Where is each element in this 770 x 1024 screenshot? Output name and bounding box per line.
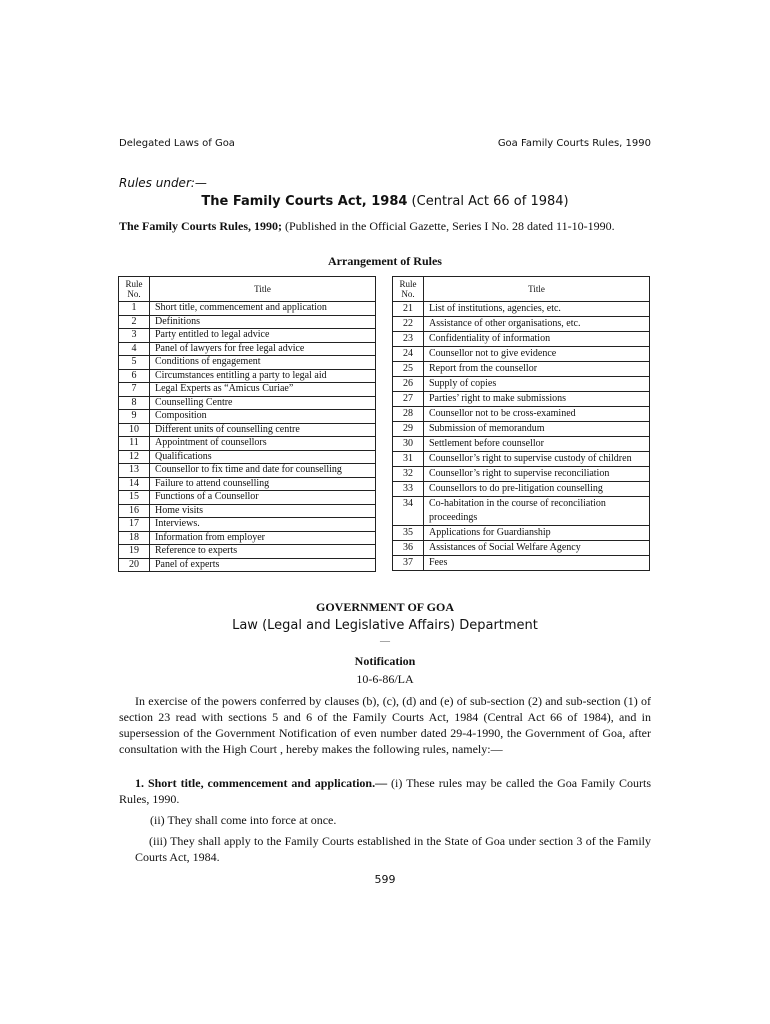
rule-1-text: (i) These rules may be called the Goa Family Courts Rules, 1990. [119, 776, 651, 806]
rule-no-header: Rule No. [393, 277, 424, 302]
rule-title: Composition [150, 410, 376, 424]
table-row [393, 377, 650, 392]
table-row [393, 422, 650, 437]
rule-title: Assistances of Social Welfare Agency [424, 541, 650, 556]
rule-number: 32 [393, 467, 424, 482]
rule-title: Confidentiality of information [424, 332, 650, 347]
rule-number: 35 [393, 526, 424, 541]
notification-number: 10-6-86/LA [356, 672, 414, 686]
table-row [393, 332, 650, 347]
rules-intro-bold: The Family Courts Rules, 1990; [119, 219, 282, 233]
rule-title: Counsellor to fix time and date for counselling [150, 464, 376, 478]
rule-number: 29 [393, 422, 424, 437]
rule-number: 2 [119, 315, 150, 329]
government-title: GOVERNMENT OF GOA [315, 600, 454, 614]
table-row [119, 531, 376, 545]
rules-intro-rest: (Published in the Official Gazette, Series I No. 28 dated 11-10-1990. [282, 219, 615, 233]
table-row [119, 369, 376, 383]
table-row [393, 362, 650, 377]
table-row [119, 558, 376, 572]
rule-number: 20 [119, 558, 150, 572]
rule-title: Conditions of engagement [150, 356, 376, 370]
rule-number: 5 [119, 356, 150, 370]
rules-table-left [118, 276, 376, 572]
table-row [393, 526, 650, 541]
rule-number: 21 [393, 302, 424, 317]
table-row [119, 423, 376, 437]
rule-title: List of institutions, agencies, etc. [424, 302, 650, 317]
rule-number: 1 [119, 302, 150, 316]
rule-number: 27 [393, 392, 424, 407]
rule-title: Information from employer [150, 531, 376, 545]
table-row [119, 518, 376, 532]
rule-number: 3 [119, 329, 150, 343]
rule-1-paragraph [119, 775, 651, 807]
title-header: Title [424, 277, 650, 302]
rule-title: Qualifications [150, 450, 376, 464]
rule-number: 26 [393, 377, 424, 392]
rule-number: 10 [119, 423, 150, 437]
table-row [119, 437, 376, 451]
rule-title: Short title, commencement and application [150, 302, 376, 316]
rule-title: Counsellor not to give evidence [424, 347, 650, 362]
rule-number: 17 [119, 518, 150, 532]
rule-no-header: Rule No. [119, 277, 150, 302]
table-row [119, 477, 376, 491]
title-header: Title [150, 277, 376, 302]
table-row [393, 407, 650, 422]
rule-title: Counsellors to do pre-litigation counselling [424, 482, 650, 497]
table-row [393, 437, 650, 452]
rule-title: Panel of experts [150, 558, 376, 572]
rule-title: Definitions [150, 315, 376, 329]
rule-1-clause-iii: (iii) They shall apply to the Family Courts established in the State of Goa under section 3 of the Family Courts Act, 1984. [135, 834, 651, 864]
rule-title: Applications for Guardianship [424, 526, 650, 541]
rule-number: 12 [119, 450, 150, 464]
notification-title: Notification [354, 654, 416, 668]
table-row [393, 556, 650, 571]
rule-number: 7 [119, 383, 150, 397]
rule-title: Reference to experts [150, 545, 376, 559]
rules-table-right [392, 276, 650, 571]
rule-title: Home visits [150, 504, 376, 518]
rule-number: 19 [119, 545, 150, 559]
rule-title: Parties’ right to make submissions [424, 392, 650, 407]
arrangement-title: Arrangement of Rules [328, 254, 442, 268]
rule-number: 11 [119, 437, 150, 451]
rule-title: Report from the counsellor [424, 362, 650, 377]
rule-title: Counselling Centre [150, 396, 376, 410]
table-row [393, 482, 650, 497]
running-header-right: Goa Family Courts Rules, 1990 [497, 138, 651, 149]
table-row [393, 497, 650, 526]
table-row [393, 452, 650, 467]
rule-number: 31 [393, 452, 424, 467]
table-row [393, 317, 650, 332]
rule-number: 4 [119, 342, 150, 356]
running-header-left: Delegated Laws of Goa [119, 138, 235, 149]
table-row [119, 342, 376, 356]
rule-number: 37 [393, 556, 424, 571]
table-row [119, 491, 376, 505]
table-row [119, 396, 376, 410]
table-row [119, 329, 376, 343]
rule-number: 34 [393, 497, 424, 526]
rule-number: 36 [393, 541, 424, 556]
table-row [119, 356, 376, 370]
rule-number: 6 [119, 369, 150, 383]
rule-number: 33 [393, 482, 424, 497]
rule-title: Counsellor’s right to supervise custody of children [424, 452, 650, 467]
rule-title: Interviews. [150, 518, 376, 532]
table-row [393, 467, 650, 482]
rule-number: 22 [393, 317, 424, 332]
rule-title: Assistance of other organisations, etc. [424, 317, 650, 332]
rules-intro [119, 219, 651, 234]
rule-number: 15 [119, 491, 150, 505]
rule-title: Circumstances entitling a party to legal aid [150, 369, 376, 383]
table-row [119, 504, 376, 518]
rule-title: Counsellor not to be cross-examined [424, 407, 650, 422]
table-row [393, 392, 650, 407]
rule-title: Co-habitation in the course of reconciliation proceedings [424, 497, 650, 526]
rule-number: 13 [119, 464, 150, 478]
rule-number: 30 [393, 437, 424, 452]
rule-title: Functions of a Counsellor [150, 491, 376, 505]
separator-dash: — [380, 636, 390, 647]
rule-title: Fees [424, 556, 650, 571]
rule-title: Legal Experts as “Amicus Curiae” [150, 383, 376, 397]
rules-under-label: Rules under:— [119, 176, 207, 190]
table-row [119, 410, 376, 424]
rule-title: Supply of copies [424, 377, 650, 392]
rule-number: 9 [119, 410, 150, 424]
act-title-rest: (Central Act 66 of 1984) [407, 194, 569, 209]
rule-title: Appointment of counsellors [150, 437, 376, 451]
rule-title: Submission of memorandum [424, 422, 650, 437]
table-row [119, 464, 376, 478]
rule-title: Settlement before counsellor [424, 437, 650, 452]
rule-number: 23 [393, 332, 424, 347]
table-header-row [393, 277, 650, 302]
table-row [119, 450, 376, 464]
rule-title: Failure to attend counselling [150, 477, 376, 491]
table-row [119, 545, 376, 559]
rule-1-clause-ii: (ii) They shall come into force at once. [150, 813, 337, 827]
rule-1-heading: 1. Short title, commencement and application.— [135, 776, 388, 790]
rule-number: 16 [119, 504, 150, 518]
table-row [119, 315, 376, 329]
table-row [393, 541, 650, 556]
act-title [0, 194, 770, 209]
table-row [119, 383, 376, 397]
page-number: 599 [374, 873, 396, 886]
rule-title: Different units of counselling centre [150, 423, 376, 437]
table-row [393, 302, 650, 317]
rule-number: 28 [393, 407, 424, 422]
preamble-paragraph: In exercise of the powers conferred by clauses (b), (c), (d) and (e) of sub-section (2) and sub-section (1) of section 23 read with sections 5 and 6 of the Family Courts Act, 1984 (Central Act 66 of 1984), and in supersession of the Government Notification of even number dated 29-4-1990, the Government of Goa, after consultation with the High Court , hereby makes the following rules, namely:— [119, 694, 651, 756]
rule-number: 8 [119, 396, 150, 410]
rule-number: 25 [393, 362, 424, 377]
department-name: Law (Legal and Legislative Affairs) Department [232, 618, 538, 633]
rule-number: 24 [393, 347, 424, 362]
rule-title: Party entitled to legal advice [150, 329, 376, 343]
rule-title: Panel of lawyers for free legal advice [150, 342, 376, 356]
table-row [119, 302, 376, 316]
rule-number: 14 [119, 477, 150, 491]
act-title-bold: The Family Courts Act, 1984 [201, 194, 408, 209]
table-header-row [119, 277, 376, 302]
table-row [393, 347, 650, 362]
rule-number: 18 [119, 531, 150, 545]
rule-title: Counsellor’s right to supervise reconciliation [424, 467, 650, 482]
